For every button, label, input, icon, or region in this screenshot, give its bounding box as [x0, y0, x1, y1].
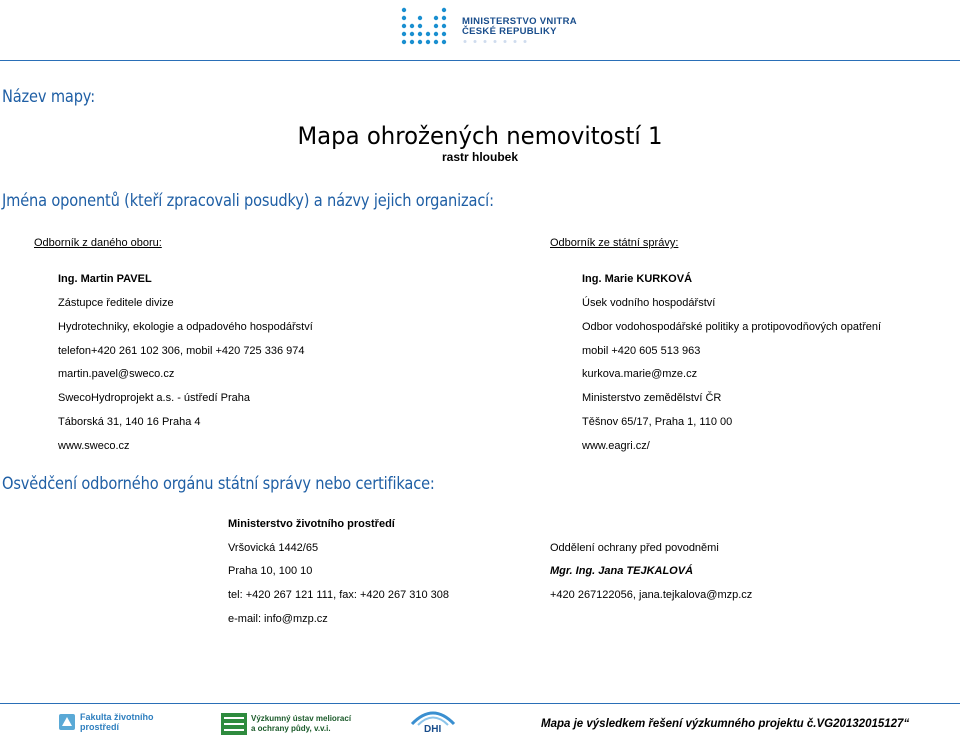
ministry-logo-icon	[400, 4, 454, 48]
left-line: Hydrotechniky, ekologie a odpadového hospodářství	[58, 321, 313, 333]
left-website[interactable]: www.sweco.cz	[58, 440, 130, 452]
fzp-logo-line-1: Fakulta životního	[80, 712, 154, 722]
dhi-logo-text: DHI	[424, 724, 442, 735]
right-line: Úsek vodního hospodářství	[582, 297, 716, 309]
left-column-heading: Odborník z daného oboru:	[34, 237, 162, 249]
left-address: Táborská 31, 140 16 Praha 4	[58, 416, 201, 428]
certification-heading: Osvědčení odborného orgánu státní správy nebo certifikace:	[2, 474, 435, 494]
cert-department: Oddělení ochrany před povodněmi	[550, 542, 719, 554]
right-website[interactable]: www.eagri.cz/	[582, 440, 650, 452]
left-expert-name: Ing. Martin PAVEL	[58, 273, 152, 285]
cert-street: Vršovická 1442/65	[228, 542, 319, 554]
divider-top	[0, 60, 960, 61]
cert-contact-name: Mgr. Ing. Jana TEJKALOVÁ	[550, 565, 694, 577]
cert-email[interactable]: e-mail: info@mzp.cz	[228, 613, 328, 625]
right-email[interactable]: kurkova.marie@mze.cz	[582, 368, 698, 380]
vumop-logo	[221, 712, 356, 736]
map-name-heading: Název mapy:	[2, 87, 95, 107]
divider-bottom	[0, 703, 960, 704]
cert-phone: tel: +420 267 121 111, fax: +420 267 310 308	[228, 589, 450, 601]
cert-org-name: Ministerstvo životního prostředí	[228, 518, 395, 530]
left-email[interactable]: martin.pavel@sweco.cz	[58, 368, 175, 380]
map-subtitle: rastr hloubek	[441, 150, 519, 164]
ministry-line-2: ČESKÉ REPUBLIKY	[462, 26, 557, 37]
opponents-heading: Jména oponentů (kteří zpracovali posudky) a názvy jejich organizací:	[2, 191, 494, 211]
ministry-dots-decoration	[462, 39, 534, 44]
right-column-heading: Odborník ze státní správy:	[550, 237, 679, 249]
project-note: Mapa je výsledkem řešení výzkumného projektu č.VG20132015127“	[541, 718, 910, 730]
vumop-logo-line-1: Výzkumný ústav meliorací	[251, 714, 352, 723]
left-organization: SwecoHydroprojekt a.s. - ústředí Praha	[58, 392, 250, 404]
left-line: Zástupce ředitele divize	[58, 297, 174, 309]
map-title: Mapa ohrožených nemovitostí 1	[297, 122, 663, 150]
right-address: Těšnov 65/17, Praha 1, 110 00	[582, 416, 733, 428]
ministry-name	[462, 17, 577, 37]
dhi-logo	[410, 708, 456, 736]
right-phone: mobil +420 605 513 963	[582, 345, 701, 357]
fzp-logo	[58, 710, 168, 734]
cert-city: Praha 10, 100 10	[228, 565, 313, 577]
fzp-logo-line-2: prostředí	[80, 722, 120, 732]
vumop-logo-line-2: a ochrany půdy, v.v.i.	[251, 724, 331, 733]
fzp-emblem-icon	[58, 712, 76, 732]
cert-contact-details[interactable]: +420 267122056, jana.tejkalova@mzp.cz	[550, 589, 753, 601]
vumop-emblem-icon	[221, 713, 247, 735]
left-phone: telefon+420 261 102 306, mobil +420 725 336 974	[58, 345, 305, 357]
right-organization: Ministerstvo zemědělství ČR	[582, 392, 722, 404]
right-expert-name: Ing. Marie KURKOVÁ	[582, 273, 693, 285]
ministry-line-1: MINISTERSTVO VNITRA	[462, 16, 577, 27]
right-line: Odbor vodohospodářské politiky a protipovodňových opatření	[582, 321, 882, 333]
